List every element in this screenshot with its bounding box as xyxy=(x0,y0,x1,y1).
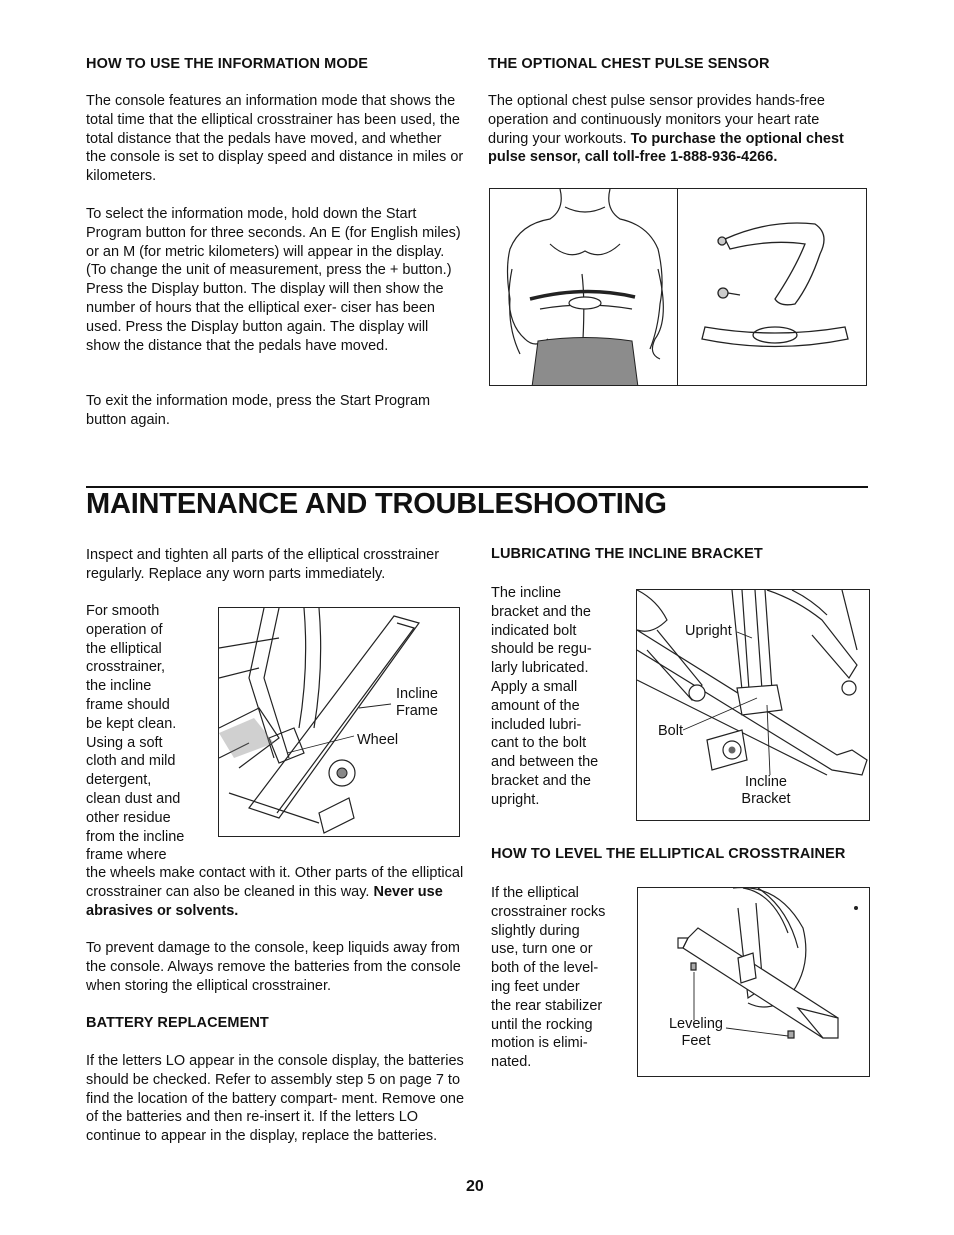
leveling-heading: HOW TO LEVEL THE ELLIPTICAL CROSSTRAINER xyxy=(491,846,846,862)
chest-sensor-heading: THE OPTIONAL CHEST PULSE SENSOR xyxy=(488,56,770,72)
abrasives-warning: Never use abrasives or solvents. xyxy=(86,883,443,919)
leveling-leader-right xyxy=(726,1028,788,1036)
smooth-operation-tail: the wheels make contact with it. Other parts of the elliptical crosstrainer can also be cleaned in this way. Never use abrasives or solvents. xyxy=(86,865,464,919)
chest-sensor-paragraph: The optional chest pulse sensor provides hands-free operation and continuously monitors your heart rate during your workouts. To purchase the optional chest pulse sensor, call toll-free 1-888-936-4266. xyxy=(488,93,844,166)
incline-frame-leader xyxy=(359,704,391,708)
lubricating-text: The incline bracket and the indicated bolt should be regu- larly lubricated. Apply a small amount of the included lubri- cant to the bolt and between the bracket and the upright. xyxy=(491,585,599,808)
wheel-label: Wheel xyxy=(357,732,399,748)
incline-frame-illustration xyxy=(219,608,460,837)
leveling-feet-label: Leveling Feet xyxy=(668,1016,723,1049)
info-mode-paragraph-1: The console features an information mode that shows the total time that the elliptical crosstrainer has been used, the total distance that the pedals have moved, and whether the console is set to display speed and distance in miles or kilometers. xyxy=(86,93,464,185)
maintenance-intro: Inspect and tighten all parts of the elliptical crosstrainer regularly. Replace any worn parts immediately. xyxy=(86,547,440,582)
page-number: 20 xyxy=(466,1178,484,1195)
smooth-operation-text: For smooth operation of the elliptical crosstrainer, the incline frame should be kept clean. Using a soft cloth and mild detergent, clean dust and other residue from the incline frame where xyxy=(86,603,185,864)
info-mode-paragraph-3: To exit the information mode, press the Start Program button again. xyxy=(86,393,431,428)
leveling-text: If the elliptical crosstrainer rocks slightly during use, turn one or both of the level- ing feet under the rear stabilizer until the rocking motion is elimi- nated. xyxy=(491,885,606,1071)
lubricating-heading: LUBRICATING THE INCLINE BRACKET xyxy=(491,546,763,562)
incline-frame-label: Incline Frame xyxy=(396,686,438,719)
leveling-feet-figure xyxy=(637,887,870,1077)
chest-sensor-purchase-note: To purchase the optional chest pulse sensor, call toll-free 1-888-936-4266. xyxy=(488,130,844,166)
info-mode-heading: HOW TO USE THE INFORMATION MODE xyxy=(86,56,369,72)
incline-bracket-figure xyxy=(636,589,870,821)
upright-label: Upright xyxy=(685,623,732,639)
chest-sensor-illustration xyxy=(490,189,867,386)
battery-paragraph: If the letters LO appear in the console display, the batteries should be checked. Refer to assembly step 5 on page 7 to find the location of the battery compart- ment. Remove one of the batteries and then re-insert it. If the letters LO continue to appear in the display, replace the batteries. xyxy=(86,1053,465,1145)
incline-bracket-label: Incline Bracket xyxy=(741,774,791,807)
incline-frame-figure xyxy=(218,607,460,837)
maintenance-title: MAINTENANCE AND TROUBLESHOOTING xyxy=(86,488,667,520)
info-mode-paragraph-2: To select the information mode, hold down the Start Program button for three seconds. An E (for English miles) or an M (for metric kilometers) will appear in the display. (To change the unit of measurement, press the + button.) Press the Display button. The display will then show the number of hours that the elliptical exer- ciser has been used. Press the Display button again. The display will show the distance that the pedals have moved. xyxy=(86,206,461,354)
chest-sensor-figure xyxy=(489,188,867,386)
bolt-label: Bolt xyxy=(658,723,683,739)
battery-heading: BATTERY REPLACEMENT xyxy=(86,1015,269,1031)
incline-bracket-leader xyxy=(767,705,770,775)
console-care-paragraph: To prevent damage to the console, keep liquids away from the console. Always remove the batteries from the console when storing the elliptical crosstrainer. xyxy=(86,940,461,994)
